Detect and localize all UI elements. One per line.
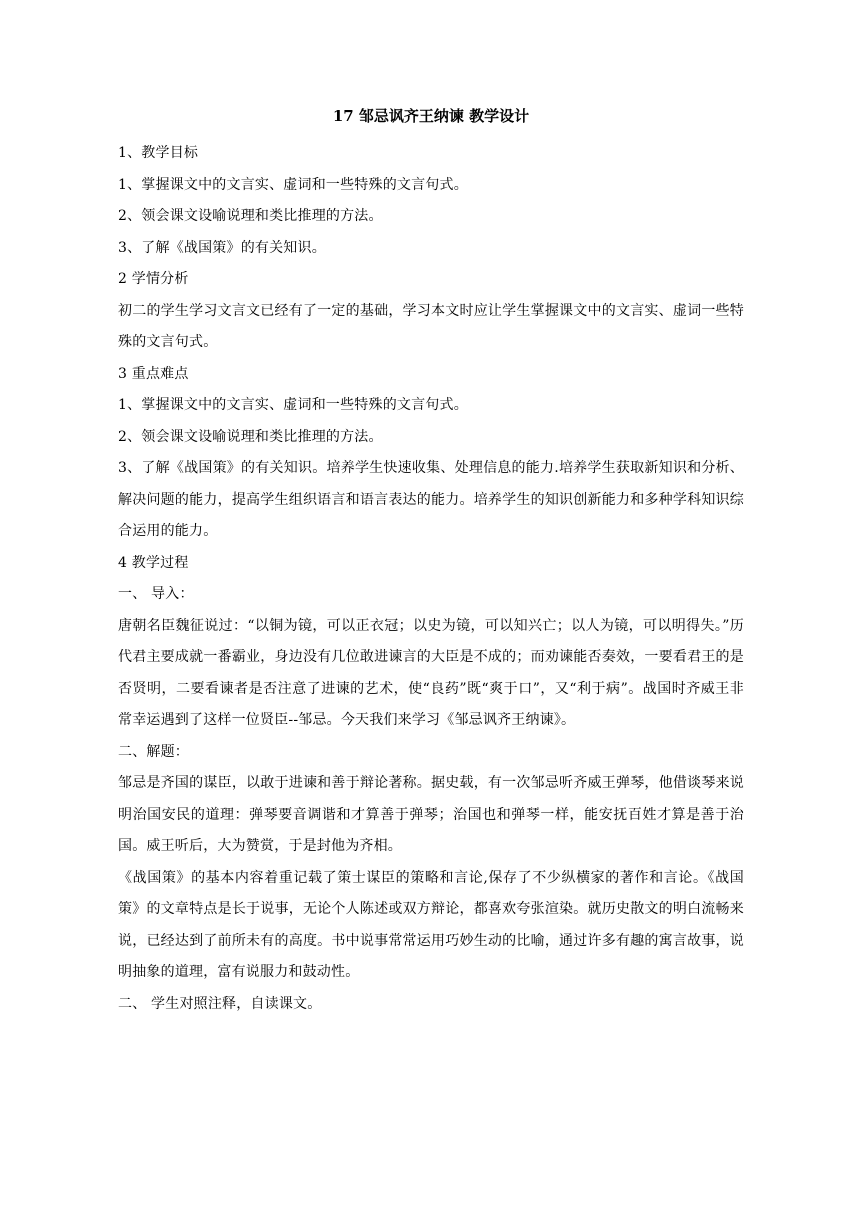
section-heading-analysis: 2 学情分析	[118, 271, 189, 287]
paragraph: 邹忌是齐国的谋臣，以敢于进谏和善于辩论著称。据史载，有一次邹忌听齐威王弹琴，他借谈琴来说明治国安民的道理：弹琴要音调谐和才算善于弹琴；治国也和弹琴一样，能安抚百姓才算是善于治国。威王听后，大为赞赏，于是封他为齐相。	[118, 775, 744, 854]
subheading-self-reading: 二、 学生对照注释，自读课文。	[118, 995, 322, 1012]
paragraph: 《战国策》的基本内容着重记载了策士谋臣的策略和言论,保存了不少纵横家的著作和言论。《战国策》的文章特点是长于说事，无论个人陈述或双方辩论，都喜欢夸张渲染。就历史散文的明白流畅来说，已经达到了前所未有的高度。书中说事常常运用巧妙生动的比喻，通过许多有趣的寓言故事，说明抽象的道理，富有说服力和鼓动性。	[118, 869, 744, 980]
section-heading-process: 4 教学过程	[118, 554, 189, 571]
paragraph: 1、掌握课文中的文言实、虚词和一些特殊的文言句式。	[118, 397, 468, 413]
paragraph: 1、掌握课文中的文言实、虚词和一些特殊的文言句式。	[118, 176, 468, 193]
paragraph: 3、了解《战国策》的有关知识。培养学生快速收集、处理信息的能力.培养学生获取新知识和分析、解决问题的能力，提高学生组织语言和语言表达的能力。培养学生的知识创新能力和多种学科知识综合运用的能力。	[118, 460, 744, 539]
document-page	[118, 106, 744, 1020]
paragraph: 2、领会课文设喻说理和类比推理的方法。	[118, 208, 383, 224]
section-heading-key-points: 3 重点难点	[118, 365, 189, 382]
subheading-intro: 一、 导入：	[118, 586, 194, 602]
document-title: 17 邹忌讽齐王纳谏 教学设计	[332, 107, 530, 125]
paragraph: 唐朝名臣魏征说过：“以铜为镜，可以正衣冠；以史为镜，可以知兴亡；以人为镜，可以明得失。”历代君主要成就一番霸业，身边没有几位敢进谏言的大臣是不成的；而劝谏能否奏效，一要看君王的是否贤明，二要看谏者是否注意了进谏的艺术，使“良药”既“爽于口”，又“利于病”。战国时齐威王非常幸运遇到了这样一位贤臣--邹忌。今天我们来学习《邹忌讽齐王纳谏》。	[118, 617, 744, 728]
paragraph: 2、领会课文设喻说理和类比推理的方法。	[118, 428, 383, 445]
paragraph: 3、了解《战国策》的有关知识。	[118, 239, 326, 256]
subheading-explanation: 二、解题：	[118, 743, 189, 760]
paragraph: 初二的学生学习文言文已经有了一定的基础，学习本文时应让学生掌握课文中的文言实、虚词一些特殊的文言句式。	[118, 302, 744, 350]
section-heading-objectives: 1、教学目标	[118, 145, 199, 161]
